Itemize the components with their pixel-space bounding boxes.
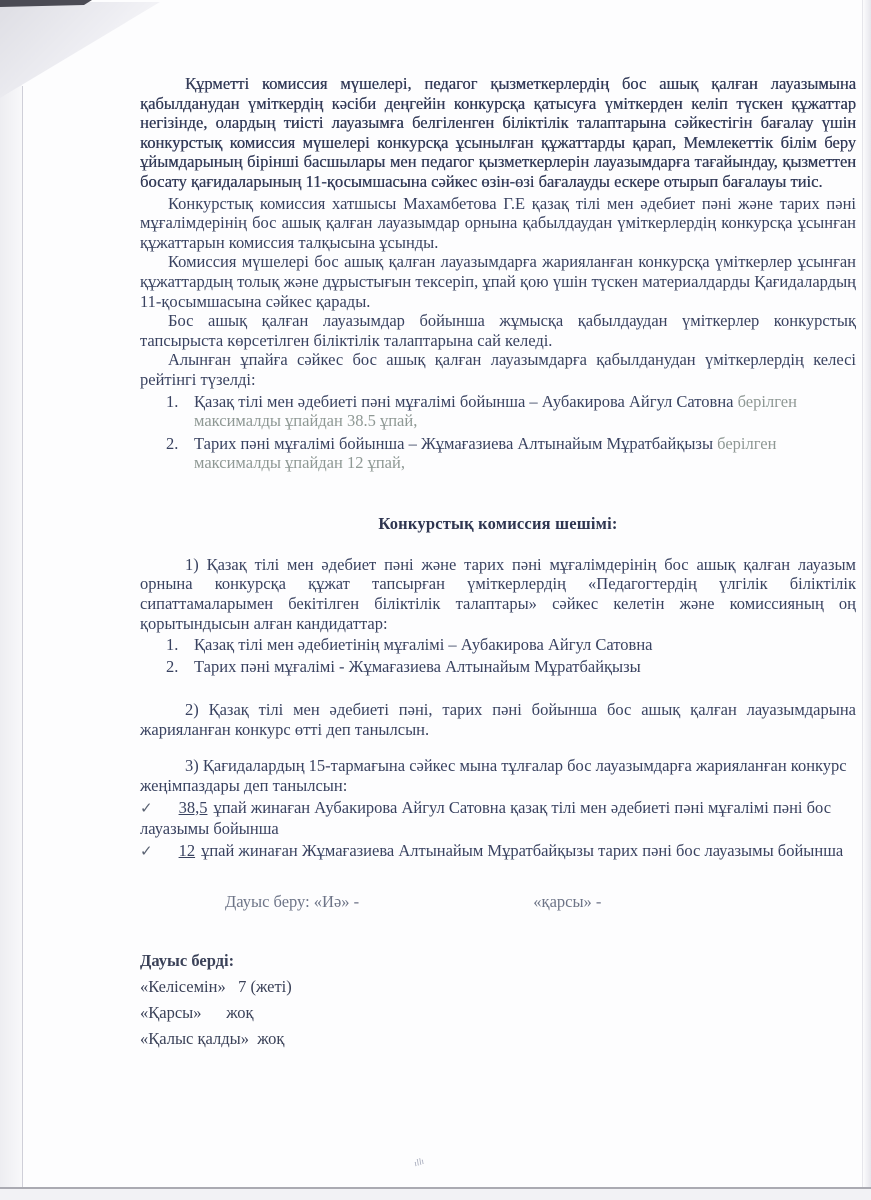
candidate-name: Қазақ тілі мен әдебиетінің мұғалімі – Аубакирова Айгул Сатовна: [194, 635, 653, 655]
vote-result-row: «Келісемін» 7 (жеті): [140, 977, 292, 997]
winner-item: [140, 841, 856, 863]
list-number: 2.: [166, 657, 179, 677]
page-right-edge-line: [862, 0, 863, 1200]
scan-left-margin: [0, 0, 22, 1200]
rating-item-text: [194, 434, 856, 473]
rating-list: [140, 392, 856, 473]
rating-item-score-faded: берілген максималды ұпайдан 12 ұпай,: [194, 433, 777, 473]
winner-item: [140, 798, 856, 839]
decision-heading: Конкурстық комиссия шешімі:: [378, 513, 618, 533]
vote-results: [140, 948, 856, 1052]
paragraph-secretary: Конкурстық комиссия хатшысы Махамбетова Г.Е қазақ тілі мен әдебиет пәні және тарих пәні мұғалімдерінің бос ашық қалған лауазымдар орнына қабылдаудан үміткерлердің конкурсқа ұсынған құжаттарын комиссия талқысына ұсынды.: [140, 193, 856, 252]
candidate-item: [166, 656, 856, 677]
vote-yes-label: Дауыс беру: «Иә» -: [225, 892, 360, 912]
scan-right-margin: [863, 0, 871, 1200]
candidate-name: Тарих пәні мұғалімі - Жұмағазиева Алтынайым Мұратбайқызы: [194, 657, 641, 677]
rating-item: [166, 434, 856, 473]
check-icon: ✓: [140, 843, 153, 860]
document-content: [140, 64, 856, 1052]
page-left-edge-line: [22, 86, 23, 1190]
paragraph-decision-2: 2) Қазақ тілі мен әдебиеті пәні, тарих пәні бойынша бос ашық қалған лауазымдарына жарияланған конкурс өтті деп танылсын.: [140, 700, 856, 739]
paragraph-intro: Құрметті комиссия мүшелері, педагог қызметкерлердің бос ашық қалған лауазымына қабылданудан үміткердің кәсіби деңгейін конкурсқа қатысуға үміткерден келіп түскен құжаттар негізінде, олардың тиісті лауазымға белгіленген біліктілік талаптарына сәйкестігін бағалау үшін конкурстық комиссия мүшелері конкурсқа ұсынылған құжаттарды қарап, Мемлекеттік білім беру ұйымдарының бірінші басшылары мен педагог қызметкерлерін лауазымдарға тағайындау, қызметтен босату қағидаларының 11-қосымшасына сәйкес өзін-өзі бағалауды ескере отырып бағалауы тиіс.: [140, 74, 856, 191]
vote-result-row: «Қарсы» жоқ: [140, 1003, 254, 1023]
winner-score: 38,5: [178, 797, 208, 817]
paragraph-documents-review: Комиссия мүшелері бос ашық қалған лауазымдарға жарияланған конкурсқа үміткерлер ұсынған құжаттардың толық және дұрыстығын тексеріп, ұпай қою үшін түскен материалдарды Қағидалардың 11-қосымшасына сәйкес қарады.: [140, 252, 856, 311]
rating-item: [166, 392, 856, 431]
candidate-item: [166, 634, 856, 655]
vote-results-heading: Дауыс берді:: [140, 951, 235, 971]
vote-line: [140, 892, 856, 912]
paragraph-compliance: Бос ашық қалған лауазымдар бойынша жұмысқа қабылдаудан үміткерлер конкурстық тапсырыста көрсетілген біліктілік талаптарына сай келеді.: [140, 311, 856, 350]
winners-list: [140, 798, 856, 863]
candidates-list: [140, 634, 856, 677]
winner-text: ұпай жинаған Жұмағазиева Алтынайым Мұратбайқызы тарих пәні бос лауазымы бойынша: [201, 840, 844, 860]
rating-item-text: [194, 392, 856, 431]
winner-text: ұпай жинаған Аубакирова Айгул Сатовна қазақ тілі мен әдебиеті пәні мұғалімі пәні бос лауазымы бойынша: [140, 797, 832, 839]
footer-scribble-mark: ıllı: [412, 1155, 426, 1169]
vote-result-row: «Қалыс қалды» жоқ: [140, 1029, 285, 1049]
check-icon: ✓: [140, 800, 153, 817]
scan-bottom-margin: [0, 1189, 871, 1200]
list-number: 2.: [166, 433, 179, 453]
rating-item-main: Қазақ тілі мен әдебиеті пәні мұғалімі бойынша – Аубакирова Айгул Сатовна: [194, 391, 734, 411]
paragraph-rating-intro: Алынған ұпайға сәйкес бос ашық қалған лауазымдарға қабылданудан үміткерлердің келесі рейтінгі түзелді:: [140, 350, 856, 389]
list-number: 1.: [166, 391, 179, 411]
page-corner-fold: [0, 2, 160, 98]
paragraph-decision-1: 1) Қазақ тілі мен әдебиет пәні және тарих пәні мұғалімдерінің бос ашық қалған лауазым орнына конкурсқа құжат тапсырған үміткерлердің «Педагогтердің үлгілік біліктілік сипаттамаларымен бекітілген біліктілік талаптары» сәйкес келетін және комиссияның оң қорытындысын алған кандидаттар:: [140, 554, 856, 633]
list-number: 1.: [166, 635, 179, 655]
rating-item-main: Тарих пәні мұғалімі бойынша – Жұмағазиева Алтынайым Мұратбайқызы: [194, 433, 714, 453]
paragraph-decision-3: 3) Қағидалардың 15-тармағына сәйкес мына тұлғалар бос лауазымдарға жарияланған конкурс жеңімпаздары деп танылсын:: [140, 756, 847, 796]
winner-score: 12: [178, 840, 196, 860]
vote-against-label: «қарсы» -: [533, 892, 602, 912]
rating-item-score-faded: берілген максималды ұпайдан 38.5 ұпай,: [194, 391, 797, 431]
